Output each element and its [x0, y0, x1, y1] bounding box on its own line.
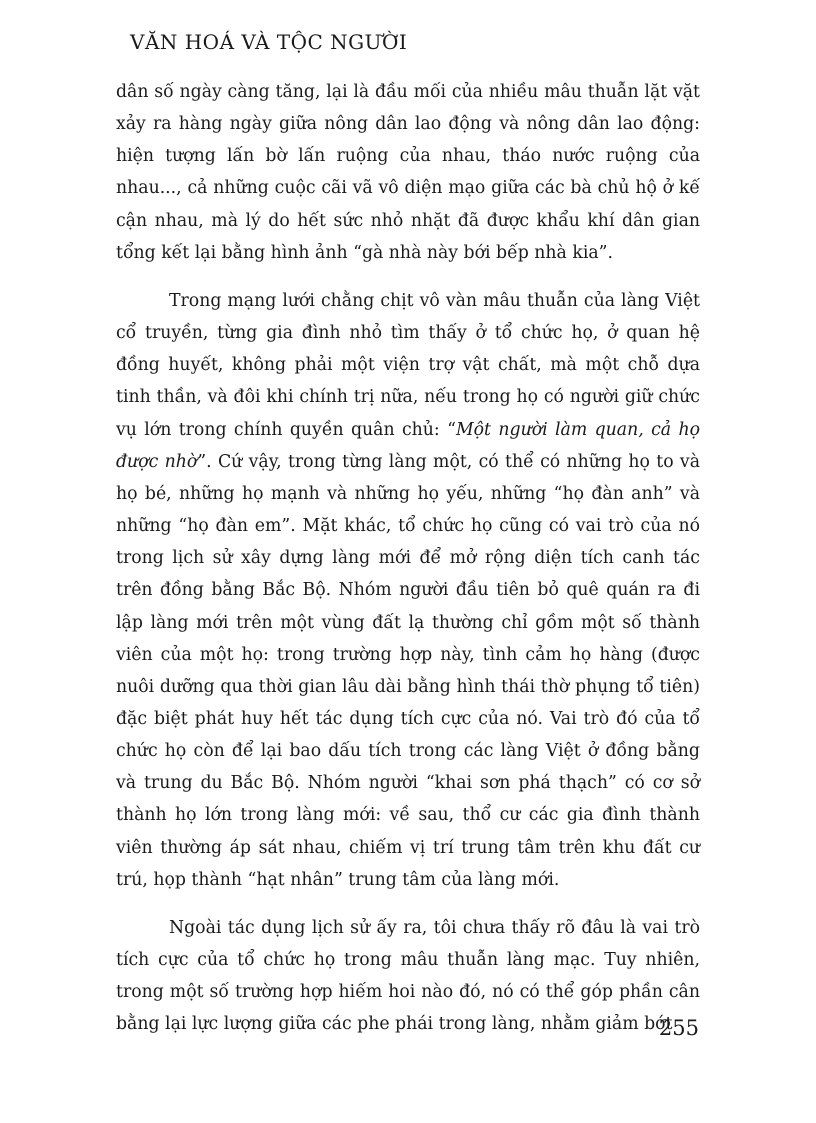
paragraph-text: Trong mạng lưới chằng chịt vô vàn mâu thuẫn của làng Việt cổ truyền, từng gia đình nhỏ tìm thấy ở tổ chức họ, ở quan hệ đồng huyết, không phải một viện trợ vật chất, mà một chỗ dựa tinh thần, và đôi khi chính trị nữa, nếu trong họ có người giữ chức vụ lớn trong chính quyền quân chủ: “ [116, 290, 700, 440]
paragraph-continuation: dân số ngày càng tăng, lại là đầu mối của nhiều mâu thuẫn lặt vặt xảy ra hàng ngày giữa nông dân lao động và nông dân lao động: hiện tượng lấn bờ lấn ruộng của nhau, tháo nước ruộng của nhau..., cả những cuộc cãi vã vô diện mạo giữa các bà chủ hộ ở kế cận nhau, mà lý do hết sức nhỏ nhặt đã được khẩu khí dân gian tổng kết lại bằng hình ảnh “gà nhà này bới bếp nhà kia”. [116, 82, 700, 263]
body-text [116, 76, 700, 1041]
quoted-proverb: Một người làm quan, cả họ được nhờ [116, 419, 700, 472]
running-header: VĂN HOÁ VÀ TỘC NGƯỜI [130, 30, 408, 54]
paragraph [116, 285, 700, 896]
paragraph-text: ”. Cứ vậy, trong từng làng một, có thể có những họ to và họ bé, những họ mạnh và những họ yếu, những “họ đàn anh” và những “họ đàn em”. Mặt khác, tổ chức họ cũng có vai trò của nó trong lịch sử xây dựng làng mới để mở rộng diện tích canh tác trên đồng bằng Bắc Bộ. Nhóm người đầu tiên bỏ quê quán ra đi lập làng mới trên một vùng đất lạ thường chỉ gồm một số thành viên của một họ: trong trường hợp này, tình cảm họ hàng (được nuôi dưỡng qua thời gian lâu dài bằng hình thái thờ phụng tổ tiên) đặc biệt phát huy hết tác dụng tích cực của nó. Vai trò đó của tổ chức họ còn để lại bao dấu tích trong các làng Việt ở đồng bằng và trung du Bắc Bộ. Nhóm người “khai sơn phá thạch” có cơ sở thành họ lớn trong làng mới: về sau, thổ cư các gia đình thành viên thường áp sát nhau, chiếm vị trí trung tâm trên khu đất cư trú, họp thành “hạt nhân” trung tâm của làng mới. [116, 451, 701, 890]
paragraph: Ngoài tác dụng lịch sử ấy ra, tôi chưa thấy rõ đâu là vai trò tích cực của tổ chức họ trong mâu thuẫn làng mạc. Tuy nhiên, trong một số trường hợp hiếm hoi nào đó, nó có thể góp phần cân bằng lại lực lượng giữa các phe phái trong làng, nhằm giảm bớt [116, 917, 700, 1035]
page-number: 255 [658, 1016, 699, 1040]
